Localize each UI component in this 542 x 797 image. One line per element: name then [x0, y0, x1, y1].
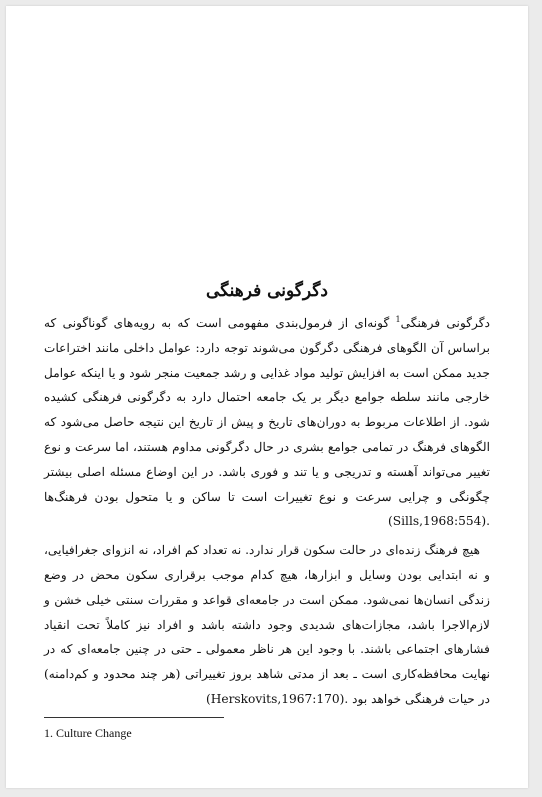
footnote-marker: 1 [395, 314, 401, 324]
citation-herskovits: (Herskovits,1967:170). [205, 691, 349, 706]
paragraph-1-text: گونه‌ای از فرمول‌بندی مفهومی است که به رویه‌های گوناگونی که براساس آن الگوهای فرهنگی دگرگون می‌شوند توجه دارد: عوامل داخلی مانند اختراعات جدید ممکن است به افزایش تولید مواد غذایی و رشد جمعیت منجر شود و یا اینکه عوامل خارجی مانند سلطه جوامع دیگر بر یک جامعه احتمال دارد به دگرگونی فرهنگی کشیده شود. از اطلاعات مربوط به دوران‌های تاریخ و پیش از تاریخ این نتیجه حاصل می‌شود که الگوهای فرهنگ در تمامی جوامع بشری در حال دگرگونی مداوم هستند، اما سرعت و نوع تغییر می‌تواند آهسته و تدریجی و یا تند و فوری باشد. در این اوضاع مسئله اصلی بیشتر چگونگی و چرایی سرعت و نوع تغییرات است تا ساکن و یا متحول بودن فرهنگ‌ها [44, 316, 490, 504]
footnote-text: 1. Culture Change [44, 726, 132, 740]
paragraph-2 [44, 538, 490, 712]
document-page [6, 6, 528, 788]
footnote-divider [44, 717, 224, 718]
section-title: دگرگونی فرهنگی [206, 281, 328, 301]
page-content [44, 280, 490, 712]
paragraph-2-text: هیچ فرهنگ زنده‌ای در حالت سکون قرار ندارد. نه تعداد کم افراد، نه انزوای جغرافیایی، و نه ابتدایی بودن وسایل و ابزارها، هیچ کدام موجب برقراری سکون محض در وضع زندگی انسان‌ها نمی‌شود. ممکن است در جامعه‌ای قواعد و مقررات سنتی خیلی خشن و لازم‌الاجرا باشد، مجازات‌های شدیدی وجود داشته باشد و افراد نیز کاملاً تحت انقیاد فشارهای اجتماعی باشند. با وجود این هر ناظر معمولی ـ حتی در چنین جامعه‌ای که در نهایت محافظه‌کاری است ـ بعد از مدتی شاهد بروز تغییراتی (هر چند محدود و کم‌دامنه) در حیات فرهنگی خواهد بود [44, 543, 490, 706]
paragraph-1-lead: دگرگونی فرهنگی [400, 316, 490, 330]
citation-sills: (Sills,1968:554). [388, 514, 490, 529]
paragraph-1 [44, 311, 490, 534]
